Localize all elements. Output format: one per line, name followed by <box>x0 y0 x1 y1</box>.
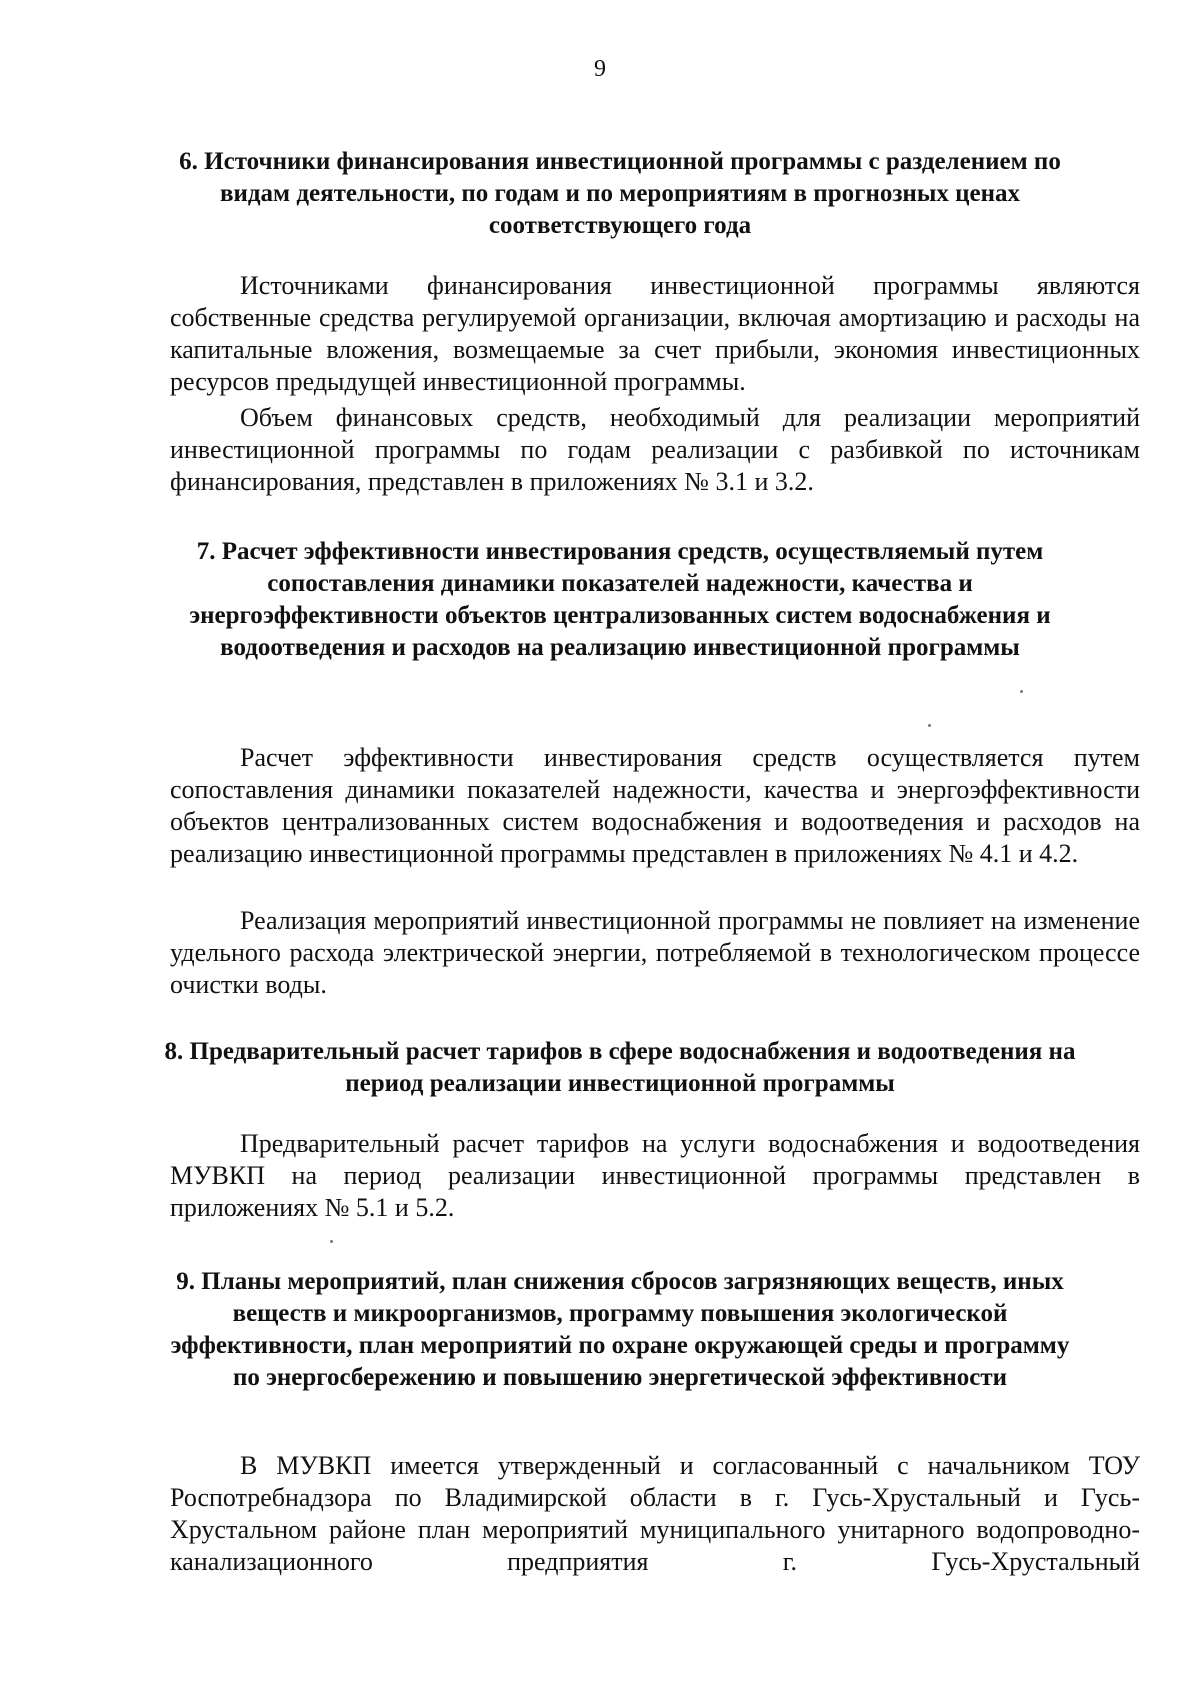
scan-speck <box>928 724 931 727</box>
section-6-paragraph-2: Объем финансовых средств, необходимый для реализации мероприятий инвестиционной программы по годам реализации с разбивкой по источникам финансирования, представлен в приложениях № 3.1 и 3.2. <box>170 403 1140 496</box>
section-9-paragraph-1: В МУВКП имеется утвержденный и согласованный с начальником ТОУ Роспотребнадзора по Владимирской области в г. Гусь-Хрустальный и Гусь-Хрустальном районе план мероприятий муниципального унитарного водопроводно-канализационного предприятия г. Гусь-Хрустальный <box>170 1451 1140 1576</box>
section-8-paragraph-1: Предварительный расчет тарифов на услуги водоснабжения и водоотведения МУВКП на период реализации инвестиционной программы представлен в приложениях № 5.1 и 5.2. <box>170 1129 1140 1222</box>
section-6-heading: 6. Источники финансирования инвестиционной программы с разделением по видам деятельности, по годам и по мероприятиям в прогнозных ценах соответствующего года <box>179 148 1061 239</box>
section-7-heading: 7. Расчет эффективности инвестирования средств, осуществляемый путем сопоставления динамики показателей надежности, качества и энергоэффективности объектов централизованных систем водоснабжения и водоотведения и расходов на реализацию инвестиционной программы <box>189 538 1051 661</box>
section-7-paragraph-1: Расчет эффективности инвестирования средств осуществляется путем сопоставления динамики показателей надежности, качества и энергоэффективности объектов централизованных систем водоснабжения и водоотведения и расходов на реализацию инвестиционной программы представлен в приложениях № 4.1 и 4.2. <box>170 743 1140 868</box>
section-8-heading: 8. Предварительный расчет тарифов в сфере водоснабжения и водоотведения на период реализации инвестиционной программы <box>164 1038 1076 1097</box>
scan-speck <box>1020 690 1023 693</box>
section-9-heading: 9. Планы мероприятий, план снижения сбросов загрязняющих веществ, иных веществ и микроорганизмов, программу повышения экологической эффективности, план мероприятий по охране окружающей среды и программу по энергосбережению и повышению энергетической эффективности <box>170 1268 1070 1391</box>
section-6-paragraph-1: Источниками финансирования инвестиционной программы являются собственные средства регулируемой организации, включая амортизацию и расходы на капитальные вложения, возмещаемые за счет прибыли, экономия инвестиционных ресурсов предыдущей инвестиционной программы. <box>170 271 1140 396</box>
scan-speck <box>330 1240 333 1243</box>
page-number: 9 <box>594 56 606 82</box>
section-7-paragraph-2: Реализация мероприятий инвестиционной программы не повлияет на изменение удельного расхода электрической энергии, потребляемой в технологическом процессе очистки воды. <box>170 906 1140 999</box>
